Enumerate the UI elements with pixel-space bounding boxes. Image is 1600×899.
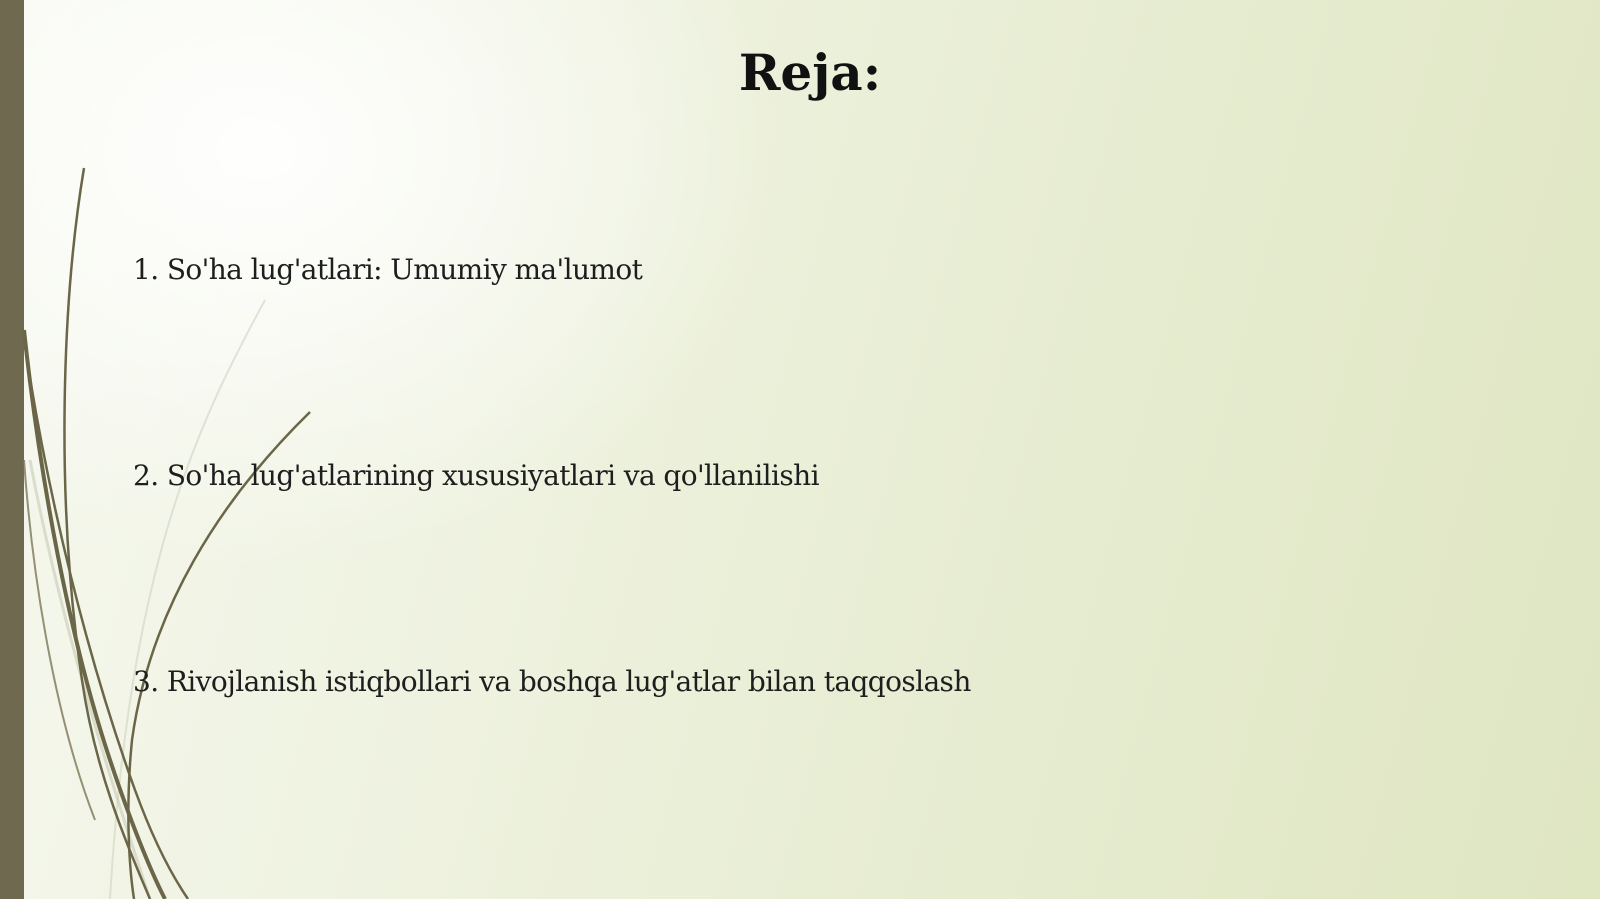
- slide-title: Reja:: [738, 43, 882, 102]
- plan-item-2: 2. So'ha lug'atlarining xususiyatlari va qo'llanilishi: [133, 459, 819, 492]
- plan-item-3: 3. Rivojlanish istiqbollari va boshqa lug'atlar bilan taqqoslash: [133, 665, 971, 698]
- plan-item-1: 1. So'ha lug'atlari: Umumiy ma'lumot: [133, 253, 643, 286]
- grass-decoration: [0, 0, 320, 899]
